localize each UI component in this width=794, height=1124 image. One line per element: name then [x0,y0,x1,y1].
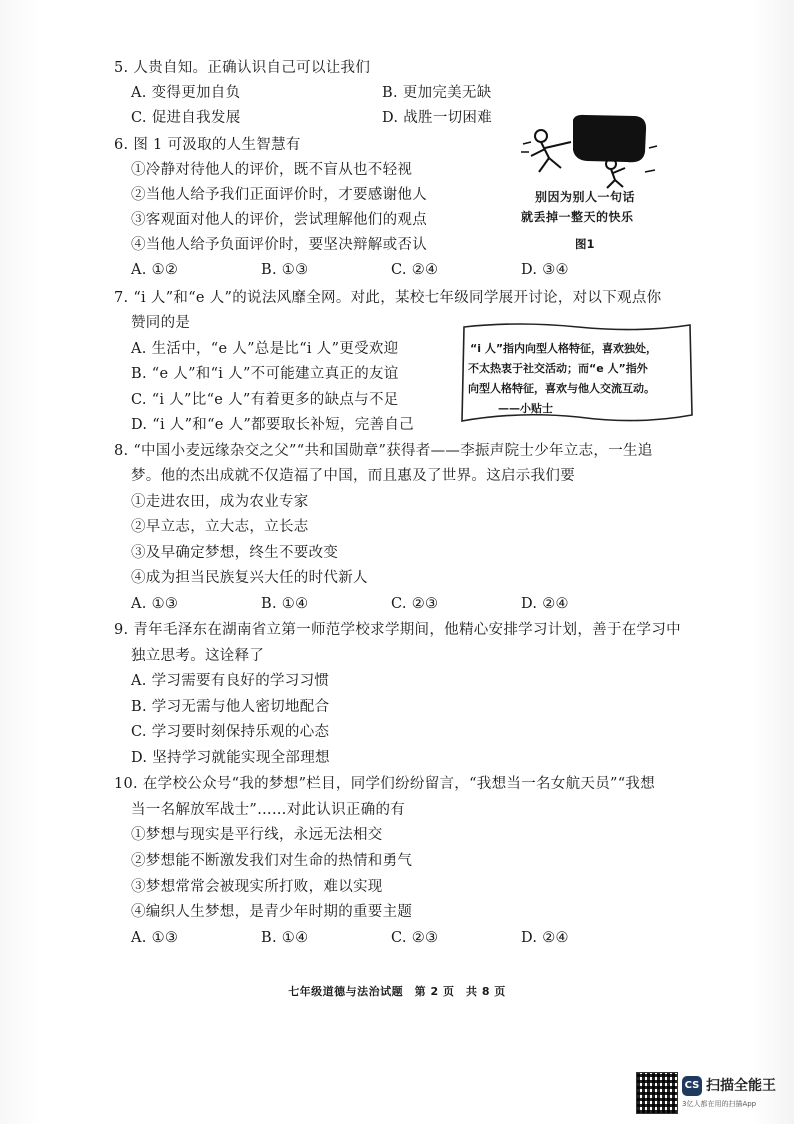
q10-option-b: B. ①④ [261,930,309,946]
tip-text-line-2: 不太热衷于社交活动；而“e 人”指外 [468,362,648,375]
q10-statement-1: ①梦想与现实是平行线，永远无法相交 [131,827,383,843]
q5-option-c: C. 促进自我发展 [131,110,241,126]
q10-stem-line-2: 当一名解放军战士”……对此认识正确的有 [131,802,406,818]
q6-statement-1: ①冷静对待他人的评价，既不盲从也不轻视 [131,162,413,178]
q7-option-d: D. “i 人”和“e 人”都要取长补短，完善自己 [131,417,414,433]
q8-stem-line-2: 梦。他的杰出成就不仅造福了中国，而且惠及了世界。这启示我们要 [131,468,575,484]
tip-box [458,321,696,425]
q9-option-b: B. 学习无需与他人密切地配合 [131,699,330,715]
q8-statement-1: ①走进农田，成为农业专家 [131,494,309,510]
scanner-watermark [636,1072,786,1114]
q8-statement-3: ③及早确定梦想，终生不要改变 [131,545,339,561]
tip-signature: ——小贴士 [498,402,553,415]
q10-statement-4: ④编织人生梦想，是青少年时期的重要主题 [131,904,413,920]
q7-option-b: B. “e 人”和“i 人”不可能建立真正的友谊 [131,366,399,382]
q10-stem-line-1: 10. 在学校公众号“我的梦想”栏目，同学们纷纷留言，“我想当一名女航天员”“我想 [114,776,656,792]
cartoon-handwriting-line-1: 别因为别人一句话 [535,190,636,204]
qr-code-icon [636,1072,678,1114]
q10-statement-2: ②梦想能不断激发我们对生命的热情和勇气 [131,853,413,869]
figure-caption: 图1 [575,237,595,251]
q8-option-b: B. ①④ [261,596,309,612]
q8-statement-2: ②早立志，立大志，立长志 [131,519,309,535]
q6-option-a: A. ①② [131,262,179,278]
q5-option-a: A. 变得更加自负 [131,85,241,101]
q8-stem-line-1: 8. “中国小麦远缘杂交之父”“共和国勋章”获得者——李振声院士少年立志，一生追 [114,443,653,459]
q9-stem-line-1: 9. 青年毛泽东在湖南省立第一师范学校求学期间，他精心安排学习计划，善于在学习中 [114,622,681,638]
q5-option-b: B. 更加完美无缺 [382,85,492,101]
scanner-app-subtitle: 3亿人都在用的扫描App [682,1100,757,1108]
tip-text-line-1: “i 人”指内向型人格特征，喜欢独处， [470,342,658,355]
cartoon-handwriting-line-2: 就丢掉一整天的快乐 [521,210,634,224]
q6-option-b: B. ①③ [261,262,309,278]
q6-statement-4: ④当他人给予负面评价时，要坚决辩解或否认 [131,237,427,253]
q5-option-d: D. 战胜一切困难 [382,110,493,126]
q10-option-c: C. ②③ [391,930,439,946]
q9-option-c: C. 学习要时刻保持乐观的心态 [131,724,330,740]
q7-stem-line-2: 赞同的是 [131,315,191,331]
camscanner-logo: CS [682,1076,702,1096]
q9-option-d: D. 坚持学习就能实现全部理想 [131,750,330,766]
q8-statement-4: ④成为担当民族复兴大任的时代新人 [131,570,368,586]
q8-option-a: A. ①③ [131,596,179,612]
q6-statement-2: ②当他人给予我们正面评价时，才要感谢他人 [131,187,427,203]
q6-statement-3: ③客观面对他人的评价，尝试理解他们的观点 [131,212,427,228]
q6-option-d: D. ③④ [521,262,569,278]
q5-stem: 5. 人贵自知。正确认识自己可以让我们 [114,60,371,76]
q10-option-d: D. ②④ [521,930,569,946]
q7-stem-line-1: 7. “i 人”和“e 人”的说法风靡全网。对此，某校七年级同学展开讨论，对以下观点你 [114,290,662,306]
q6-option-c: C. ②④ [391,262,439,278]
scanner-app-name: 扫描全能王 [706,1078,776,1094]
figure-1 [515,112,665,262]
q7-option-a: A. 生活中，“e 人”总是比“i 人”更受欢迎 [131,341,399,357]
q10-option-a: A. ①③ [131,930,179,946]
tip-text-line-3: 向型人格特征，喜欢与他人交流互动。 [468,382,655,395]
q9-stem-line-2: 独立思考。这诠释了 [131,648,265,664]
q8-option-d: D. ②④ [521,596,569,612]
cartoon-illustration [515,112,665,192]
q6-stem: 6. 图 1 可汲取的人生智慧有 [114,137,301,153]
q9-option-a: A. 学习需要有良好的学习习惯 [131,673,330,689]
page-footer: 七年级道德与法治试题 第 2 页 共 8 页 [288,985,506,998]
q10-statement-3: ③梦想常常会被现实所打败，难以实现 [131,879,383,895]
q7-option-c: C. “i 人”比“e 人”有着更多的缺点与不足 [131,392,399,408]
q8-option-c: C. ②③ [391,596,439,612]
